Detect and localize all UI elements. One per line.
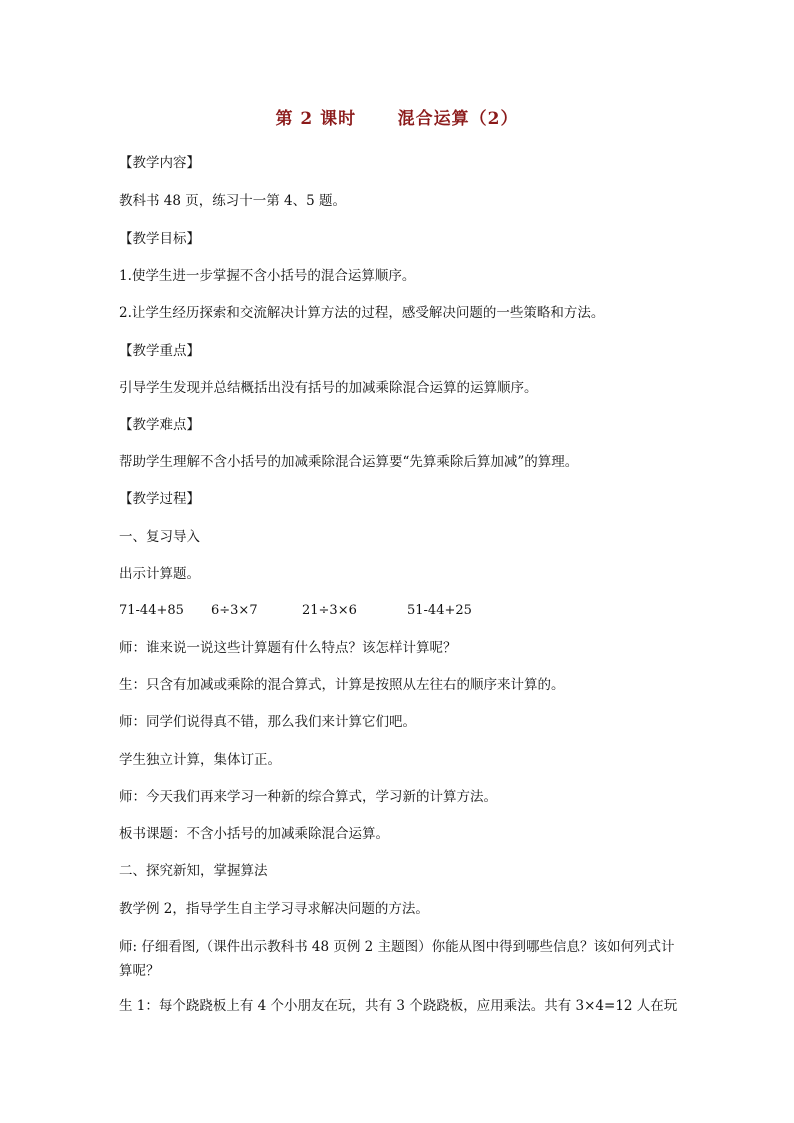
teacher-line-4: 师: 仔细看图,（课件出示教科书 48 页例 2 主题图）你能从图中得到哪些信息？该如何列式计算呢？ bbox=[119, 939, 675, 979]
teaching-goal-2: 2.让学生经历探索和交流解决计算方法的过程，感受解决问题的一些策略和方法。 bbox=[119, 305, 605, 321]
teaching-difficulty-heading: 【教学难点】 bbox=[119, 417, 200, 433]
expression-3: 21÷3×6 bbox=[302, 603, 357, 618]
example-2-line: 教学例 2，指导学生自主学习寻求解决问题的方法。 bbox=[119, 901, 429, 917]
teaching-difficulty-text: 帮助学生理解不含小括号的加减乘除混合运算要“先算乘除后算加减”的算理。 bbox=[119, 454, 579, 470]
teaching-goal-1: 1.使学生进一步掌握不含小括号的混合运算顺序。 bbox=[119, 268, 416, 284]
teaching-process-heading: 【教学过程】 bbox=[119, 491, 200, 507]
expression-1: 71-44+85 bbox=[119, 603, 184, 618]
show-exercise-text: 出示计算题。 bbox=[119, 566, 200, 582]
student-line-1: 生：只含有加减或乘除的混合算式，计算是按照从左往右的顺序来计算的。 bbox=[119, 677, 565, 693]
teacher-line-1: 师：谁来说一说这些计算题有什么特点？该怎样计算呢？ bbox=[119, 640, 457, 656]
teacher-line-2: 师：同学们说得真不错，那么我们来计算它们吧。 bbox=[119, 714, 416, 730]
board-title-line: 板书课题：不含小括号的加减乘除混合运算。 bbox=[119, 826, 389, 842]
teaching-key-text: 引导学生发现并总结概括出没有括号的加减乘除混合运算的运算顺序。 bbox=[119, 380, 538, 396]
expression-4: 51-44+25 bbox=[407, 603, 472, 618]
teaching-goals-heading: 【教学目标】 bbox=[119, 231, 200, 247]
teaching-key-heading: 【教学重点】 bbox=[119, 343, 200, 359]
student-action-line: 学生独立计算，集体订正。 bbox=[119, 752, 281, 768]
lesson-title: 第 2 课时 混合运算（2） bbox=[275, 109, 519, 129]
student-line-2: 生 1：每个跷跷板上有 4 个小朋友在玩，共有 3 个跷跷板，应用乘法。共有 3×4=12 人在玩 bbox=[119, 998, 678, 1014]
teaching-content-text: 教科书 48 页，练习十一第 4、5 题。 bbox=[119, 193, 347, 209]
teacher-line-3: 师：今天我们再来学习一种新的综合算式，学习新的计算方法。 bbox=[119, 789, 497, 805]
part-1-heading: 一、复习导入 bbox=[119, 529, 200, 545]
teaching-content-heading: 【教学内容】 bbox=[119, 155, 200, 171]
part-2-heading: 二、探究新知，掌握算法 bbox=[119, 863, 268, 879]
expression-2: 6÷3×7 bbox=[211, 603, 258, 618]
